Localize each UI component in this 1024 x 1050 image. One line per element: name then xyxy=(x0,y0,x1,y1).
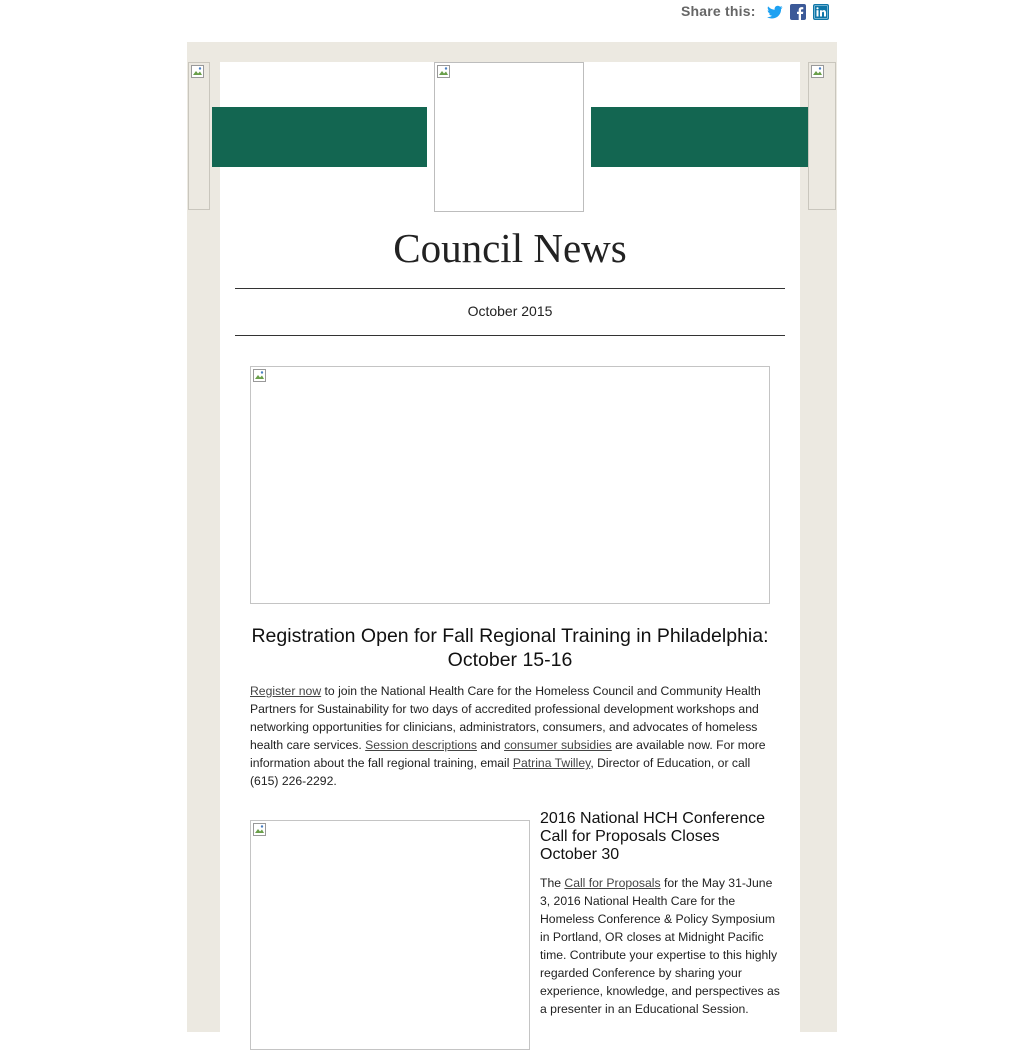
right-side-image xyxy=(808,62,836,210)
twitter-icon[interactable] xyxy=(767,4,783,20)
register-now-link[interactable]: Register now xyxy=(250,684,322,698)
consumer-subsidies-link[interactable]: consumer subsidies xyxy=(504,738,612,752)
article2-heading: 2016 National HCH Conference Call for Proposals Closes October 30 xyxy=(540,810,766,863)
header-band-left xyxy=(212,107,427,167)
article2-text: The xyxy=(540,876,565,890)
divider-bottom xyxy=(235,335,785,336)
article1-body xyxy=(250,682,770,790)
article1-text: , Director of Education, or call (615) 226-2292. xyxy=(250,756,751,788)
session-descriptions-link[interactable]: Session descriptions xyxy=(365,738,477,752)
share-label: Share this: xyxy=(681,3,756,19)
newsletter-title: Council News xyxy=(393,225,627,271)
contact-email-link[interactable]: Patrina Twilley xyxy=(512,756,591,770)
left-side-image xyxy=(188,62,210,210)
article2-body xyxy=(540,874,780,1018)
issue-date: October 2015 xyxy=(467,303,553,319)
article1-text: are available now. For more information about the fall regional training, email xyxy=(250,738,766,770)
council-logo xyxy=(434,62,584,212)
article2-image[interactable] xyxy=(250,820,530,1050)
divider-top xyxy=(235,288,785,289)
facebook-icon[interactable] xyxy=(790,4,806,20)
linkedin-icon[interactable] xyxy=(813,4,829,20)
share-bar xyxy=(681,3,756,19)
broken-image-icon xyxy=(191,65,204,78)
article2-text: for the May 31-June 3, 2016 National Health Care for the Homeless Conference & Policy Symposium in Portland, OR closes at Midnight Pacific time. Contribute your expertise to this highly regarded Conference by sharing your experience, knowledge, and perspectives as a presenter in an Educational Session. xyxy=(540,876,780,1016)
article1-text: and xyxy=(476,738,505,752)
broken-image-icon xyxy=(253,369,266,382)
share-icons xyxy=(767,4,829,20)
broken-image-icon xyxy=(253,823,266,836)
article1-text: to join the National Health Care for the Homeless Council and Community Health Partners for Sustainability for two days of accredited professional development workshops and networking opportunities for clinicians, administrators, consumers, and advocates of homeless health care services. xyxy=(250,684,761,752)
broken-image-icon xyxy=(811,65,824,78)
broken-image-icon xyxy=(437,65,450,78)
article1-heading: Registration Open for Fall Regional Training in Philadelphia: October 15-16 xyxy=(251,625,769,671)
header-band-right xyxy=(591,107,808,167)
article1-image[interactable] xyxy=(250,366,770,604)
call-for-proposals-link[interactable]: Call for Proposals xyxy=(564,876,661,890)
